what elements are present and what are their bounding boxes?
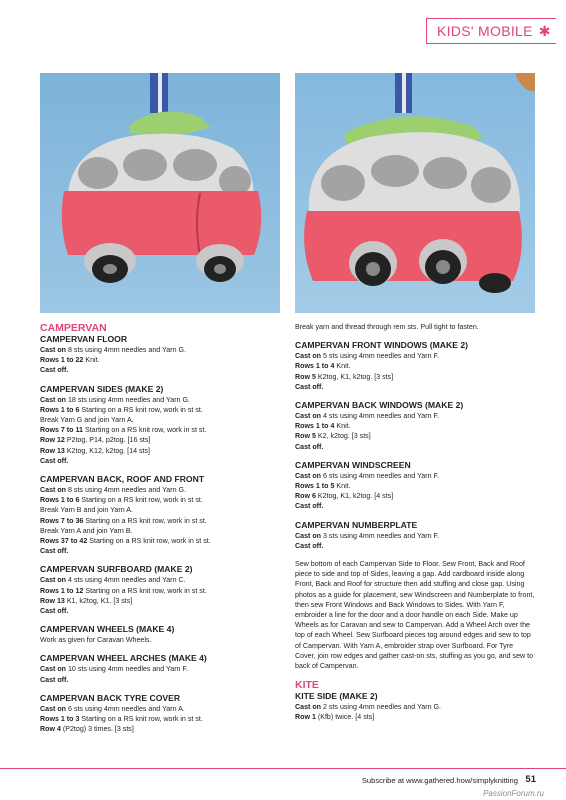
- pattern-line: [40, 355, 280, 365]
- pattern-line: [295, 531, 535, 541]
- instruction-text: 6 sts using 4mm needles and Yarn A.: [66, 704, 185, 713]
- instruction-text: P2tog, P14, p2tog. [16 sts]: [64, 436, 151, 445]
- instruction-text: Knit.: [334, 482, 351, 491]
- pattern-line: [40, 575, 280, 585]
- pattern-line: [40, 395, 280, 405]
- instruction-label: Cast on: [40, 576, 67, 585]
- instructions-paragraph: Sew bottom of each Campervan Side to Floor. Sew Front, Back and Roof piece to side and top of Sides, leaving a gap. Add cardboard inside along Front, Back and Roof for structure then add stuffing and close gap. Using photos as a guide for placement, sew Windscreen and Numberplate to front, then sew Front Windows and Back Windows to Sides. With Yarn F, embroider a line for the door and a door handle on each Side. Make up Wheels as for Caravan and sew to Campervan. Add a Wheel Arch over the top of each Wheel. Sew Surfboard pieces tog around edges and sew to top of Campervan. With Yarn A, embroider strap over Surfboard. For Tyre Cover, join row edges and gather cast-on sts, stuffing as you go, and sew to back of Campervan.: [295, 560, 535, 671]
- instruction-label: Rows 1 to 6: [40, 405, 80, 414]
- pattern-line: [40, 345, 280, 355]
- pattern-line: [40, 505, 280, 515]
- pattern-line: [40, 495, 280, 505]
- pattern-heading: CAMPERVAN WINDSCREEN: [295, 459, 411, 470]
- instruction-text: 10 sts using 4mm needles and Yarn F.: [66, 665, 188, 674]
- pattern-heading: CAMPERVAN NUMBERPLATE: [295, 519, 418, 530]
- instruction-label: Row 4: [40, 725, 61, 734]
- instruction-label: Cast off.: [40, 366, 69, 375]
- section-title: CAMPERVAN: [40, 322, 107, 334]
- instruction-label: Cast on: [295, 471, 322, 480]
- pattern-line: [40, 485, 280, 495]
- instruction-text: Break Yarn A and join Yarn B.: [40, 526, 133, 535]
- instruction-label: Rows 1 to 4: [295, 362, 335, 371]
- instruction-label: Cast off.: [295, 502, 324, 511]
- instruction-label: Rows 37 to 42: [40, 537, 88, 546]
- instruction-text: Break Yarn G and join Yarn A.: [40, 416, 134, 425]
- instruction-label: Row 1: [295, 713, 316, 722]
- pattern-line: [40, 675, 280, 685]
- instruction-label: Row 6: [295, 492, 316, 501]
- instruction-text: Break Yarn B and join Yarn A.: [40, 506, 133, 515]
- instruction-text: 4 sts using 4mm needles and Yarn F.: [321, 412, 440, 421]
- pattern-heading: CAMPERVAN WHEELS (MAKE 4): [40, 624, 175, 635]
- instruction-label: Cast off.: [40, 607, 69, 616]
- instruction-text: 8 sts using 4mm needles and Yarn G.: [66, 346, 187, 354]
- pattern-line: [295, 372, 535, 382]
- instruction-text: K2tog, K1, k2tog. [4 sts]: [315, 492, 394, 501]
- instruction-label: Rows 1 to 6: [40, 496, 80, 505]
- pattern-heading: CAMPERVAN BACK, ROOF AND FRONT: [40, 474, 205, 485]
- instruction-label: Cast on: [295, 352, 322, 361]
- instruction-text: Break yarn and thread through rem sts. Pull tight to fasten.: [295, 323, 479, 331]
- instruction-label: Cast on: [40, 665, 67, 674]
- pattern-line: [295, 541, 535, 551]
- pattern-heading: CAMPERVAN SIDES (MAKE 2): [40, 383, 164, 394]
- instruction-label: Rows 1 to 22: [40, 356, 84, 365]
- instruction-text: Starting on a RS knit row, work in st st.: [87, 537, 211, 546]
- pattern-line: [40, 536, 280, 546]
- pattern-line: [40, 405, 280, 415]
- instruction-text: 18 sts using 4mm needles and Yarn G.: [66, 395, 190, 404]
- instruction-label: Row 12: [40, 436, 65, 445]
- instruction-text: Work as given for Caravan Wheels.: [40, 636, 152, 645]
- pattern-line: [40, 446, 280, 456]
- section-label: KIDS' MOBILE: [437, 23, 533, 39]
- instruction-text: Starting on a RS knit row, work in st st.: [79, 496, 203, 505]
- instruction-label: Cast on: [40, 395, 67, 404]
- pattern-line: [40, 516, 280, 526]
- instruction-label: Row 5: [295, 432, 316, 441]
- pattern-line: [40, 724, 280, 734]
- page-number: 51: [525, 774, 536, 785]
- pattern-line: [40, 596, 280, 606]
- pattern-line: [40, 714, 280, 724]
- instruction-text: K2, k2tog. [3 sts]: [315, 432, 371, 441]
- subscribe-link[interactable]: Subscribe at www.gathered.how/simplyknitting: [361, 776, 518, 785]
- pattern-heading: CAMPERVAN WHEEL ARCHES (MAKE 4): [40, 653, 207, 664]
- instruction-label: Rows 7 to 11: [40, 426, 83, 435]
- instruction-label: Cast on: [295, 703, 322, 712]
- pattern-line: [295, 702, 535, 712]
- instruction-label: Cast off.: [295, 442, 324, 451]
- instruction-text: 3 sts using 4mm needles and Yarn F.: [321, 531, 440, 540]
- instruction-text: 2 sts using 4mm needles and Yarn G.: [321, 703, 442, 712]
- instruction-text: K1, k2tog, K1. [3 sts]: [64, 596, 133, 605]
- instruction-text: 6 sts using 4mm needles and Yarn F.: [321, 471, 440, 480]
- pattern-line: [295, 471, 535, 481]
- pattern-heading: CAMPERVAN FLOOR: [40, 334, 128, 344]
- pattern-line: [295, 351, 535, 361]
- pattern-line: [40, 664, 280, 674]
- instruction-label: Row 13: [40, 596, 65, 605]
- pattern-line: [40, 635, 280, 645]
- pattern-line: [40, 425, 280, 435]
- instruction-label: Cast off.: [295, 382, 324, 391]
- footer-rule: [0, 768, 566, 769]
- instruction-label: Cast on: [40, 486, 67, 495]
- pattern-line: [295, 491, 535, 501]
- pattern-line: [40, 435, 280, 445]
- pattern-line: [40, 546, 280, 556]
- instruction-text: Starting on a RS knit row, work in st st.: [82, 426, 207, 435]
- instruction-label: Cast on: [295, 412, 322, 421]
- pattern-line: [295, 501, 535, 511]
- campervan-photo-side: [40, 73, 280, 313]
- pattern-line: [295, 481, 535, 491]
- instruction-text: (P2tog) 3 times. [3 sts]: [60, 725, 134, 734]
- instruction-label: Rows 1 to 3: [40, 715, 80, 724]
- instruction-label: Cast off.: [295, 541, 324, 550]
- pattern-line: [40, 415, 280, 425]
- instruction-text: 5 sts using 4mm needles and Yarn F.: [321, 352, 440, 361]
- instruction-text: Starting on a RS knit row, work in st st.: [79, 405, 203, 414]
- instruction-text: K2tog, K1, k2tog. [3 sts]: [315, 372, 394, 381]
- pattern-line: [295, 421, 535, 431]
- instruction-label: Cast off.: [40, 675, 69, 684]
- pattern-heading: CAMPERVAN BACK TYRE COVER: [40, 692, 181, 703]
- asterisk-icon: ✱: [538, 22, 551, 39]
- instruction-text: Starting on a RS knit row, work in st st.: [79, 715, 203, 724]
- section-title: KITE: [295, 679, 319, 692]
- pattern-line: [295, 431, 535, 441]
- pattern-heading: KITE SIDE (MAKE 2): [295, 691, 378, 702]
- instruction-text: K2tog, K12, k2tog. [14 sts]: [64, 446, 151, 455]
- instruction-label: Cast on: [40, 704, 67, 713]
- instruction-label: Cast off.: [40, 456, 69, 465]
- instruction-text: Starting on a RS knit row, work in st st.: [83, 516, 207, 525]
- pattern-line: [40, 704, 280, 714]
- section-tab: [426, 18, 556, 44]
- instruction-label: Row 13: [40, 446, 65, 455]
- pattern-line: [295, 361, 535, 371]
- instruction-label: Rows 1 to 5: [295, 482, 335, 491]
- right-column: [295, 322, 535, 723]
- instruction-label: Row 5: [295, 372, 316, 381]
- pattern-line: [40, 365, 280, 375]
- pattern-line: [295, 442, 535, 452]
- instruction-text: Knit.: [334, 422, 351, 431]
- instruction-label: Cast off.: [40, 547, 69, 556]
- instruction-text: (Kfb) twice. [4 sts]: [315, 713, 375, 722]
- instruction-label: Cast on: [295, 531, 322, 540]
- pattern-line: [40, 456, 280, 466]
- pattern-heading: CAMPERVAN FRONT WINDOWS (MAKE 2): [295, 340, 468, 351]
- instruction-text: 8 sts using 4mm needles and Yarn G.: [66, 486, 187, 495]
- pattern-line: [295, 712, 535, 722]
- pattern-line: [40, 606, 280, 616]
- instruction-label: Cast on: [40, 346, 67, 354]
- watermark: PassionForum.ru: [483, 789, 544, 798]
- pattern-line: [295, 411, 535, 421]
- instruction-label: Rows 1 to 4: [295, 422, 335, 431]
- pattern-line: [295, 382, 535, 392]
- instruction-text: 4 sts using 4mm needles and Yarn C.: [66, 576, 186, 585]
- instruction-text: Knit.: [83, 356, 100, 365]
- instruction-text: Starting on a RS knit row, work in st st.: [83, 586, 207, 595]
- instruction-text: Knit.: [334, 362, 351, 371]
- pattern-line: [40, 586, 280, 596]
- pattern-heading: CAMPERVAN SURFBOARD (MAKE 2): [40, 564, 193, 575]
- pattern-heading: CAMPERVAN BACK WINDOWS (MAKE 2): [295, 400, 464, 411]
- instruction-label: Rows 1 to 12: [40, 586, 84, 595]
- pattern-line: [40, 526, 280, 536]
- pattern-line: [295, 322, 535, 332]
- campervan-photo-front: [295, 73, 535, 313]
- left-column: [40, 322, 280, 734]
- instruction-label: Rows 7 to 36: [40, 516, 84, 525]
